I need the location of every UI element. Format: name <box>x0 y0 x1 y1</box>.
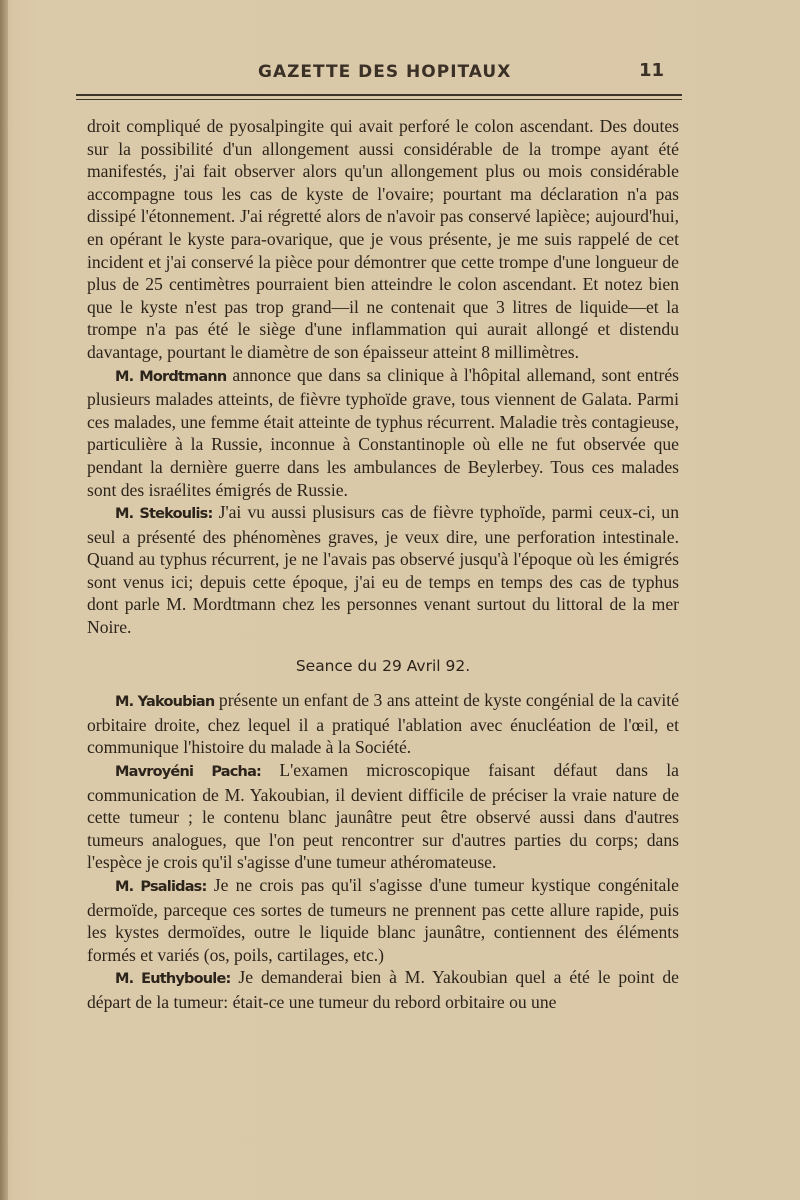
paragraph-text: L'examen microscopique faisant défaut dans la communication de M. Yakoubian, il devient difficile de préciser la vraie nature de cette tumeur ; le contenu blanc jaunâtre peut être observé aussi dans d'autres tumeurs analogues, que l'on peut rencontrer sur d'autres parties du corps; dans l'espèce je crois qu'il s'agisse d'une tumeur athéromateuse. <box>87 760 679 873</box>
session-heading: Seance du 29 Avril 92. <box>295 656 471 675</box>
article-body <box>87 115 679 1014</box>
page-spine <box>0 0 8 1200</box>
running-header <box>76 58 682 92</box>
paragraph-mavroyeni <box>87 759 679 874</box>
journal-title: GAZETTE DES HOPITAUX <box>258 62 512 82</box>
paragraph-continuation: droit compliqué de pyosalpingite qui avait perforé le colon ascendant. Des doutes sur la possibilité d'un allongement aussi considérable de la trompe ayant été manifestés, j'ai fait observer alors qu'un allongement plus ou mois considérable accompagne tous les cas de kyste de l'ovaire; pourtant ma déclaration n'a pas dissipé l'étonnement. J'ai régretté alors de n'avoir pas conservé lapièce; aujourd'hui, en opérant le kyste para-ovarique, que je vous présente, je me suis rappelé de cet incident et j'ai conservé la pièce pour démontrer que cette trompe d'une longueur de plus de 25 centimètres pourraient bien atteindre le colon ascendant. Et notez bien que le kyste n'est pas trop grand—il ne contenait que 3 litres de liquide—et la trompe n'a pas été le siège d'une inflammation qui aurait allongé et distendu davantage, pourtant le diamètre de son épaisseur atteint 8 millimètres. <box>87 116 679 362</box>
speaker-name: M. Mordtmann <box>115 368 227 385</box>
paragraph-stekoulis <box>87 501 679 639</box>
paragraph-psalidas <box>87 874 679 966</box>
paragraph-text: annonce que dans sa clinique à l'hôpital allemand, sont entrés plusieurs malades atteints, de fièvre typhoïde grave, tous viennent de Galata. Parmi ces malades, une femme était atteinte de typhus récurrent. Maladie très contagieuse, particulière à la Russie, inconnue à Constantinople où elle ne fut observée que pendant la dernière guerre dans les ambulances de Beylerbey. Tous ces malades sont des israélites émigrés de Russie. <box>87 364 679 500</box>
paragraph-text: Je ne crois pas qu'il s'agisse d'une tumeur kystique congénitale dermoïde, parceque ces sortes de tumeurs ne prennent pas cette allure rapide, puis les kystes dermoïdes, outre le liquide blanc jaunâtre, contiennent des éléments formés et variés (os, poils, cartilages, etc.) <box>87 875 679 965</box>
paragraph-text: J'ai vu aussi plusisurs cas de fièvre typhoïde, parmi ceux-ci, un seul a présenté des phénomènes graves, je veux dire, une perforation intestinale. Quand au typhus récurrent, je ne l'avais pas observé jusqu'à l'époque où les émigrés sont venus ici; depuis cette époque, j'ai eu de temps en temps des cas de typhus dont parle M. Mordtmann chez les personnes venant surtout du littoral de la mer Noire. <box>87 502 679 638</box>
paragraph-yakoubian <box>87 689 679 759</box>
speaker-name: M. Stekoulis: <box>115 506 213 523</box>
speaker-name: M. Psalidas: <box>115 879 207 895</box>
paragraph-text: Je demanderai bien à M. Yakoubian quel a été le point de départ de la tumeur: était-ce une tumeur du rebord orbitaire ou une <box>87 967 679 1012</box>
paragraph-text: présente un enfant de 3 ans atteint de kyste congénial de la cavité orbitaire droite, chez lequel il a pratiqué l'ablation avec énucléation de l'œil, et communique l'histoire du malade à la Société. <box>87 690 679 758</box>
speaker-name: M. Yakoubian <box>115 694 215 711</box>
paragraph-euthyboule <box>87 966 679 1013</box>
paragraph-mordtmann <box>87 364 679 502</box>
speaker-name: Mavroyéni Pacha: <box>115 764 262 781</box>
header-rule <box>76 94 682 100</box>
speaker-name: M. Euthyboule: <box>115 971 231 988</box>
page-number: 11 <box>638 60 664 81</box>
